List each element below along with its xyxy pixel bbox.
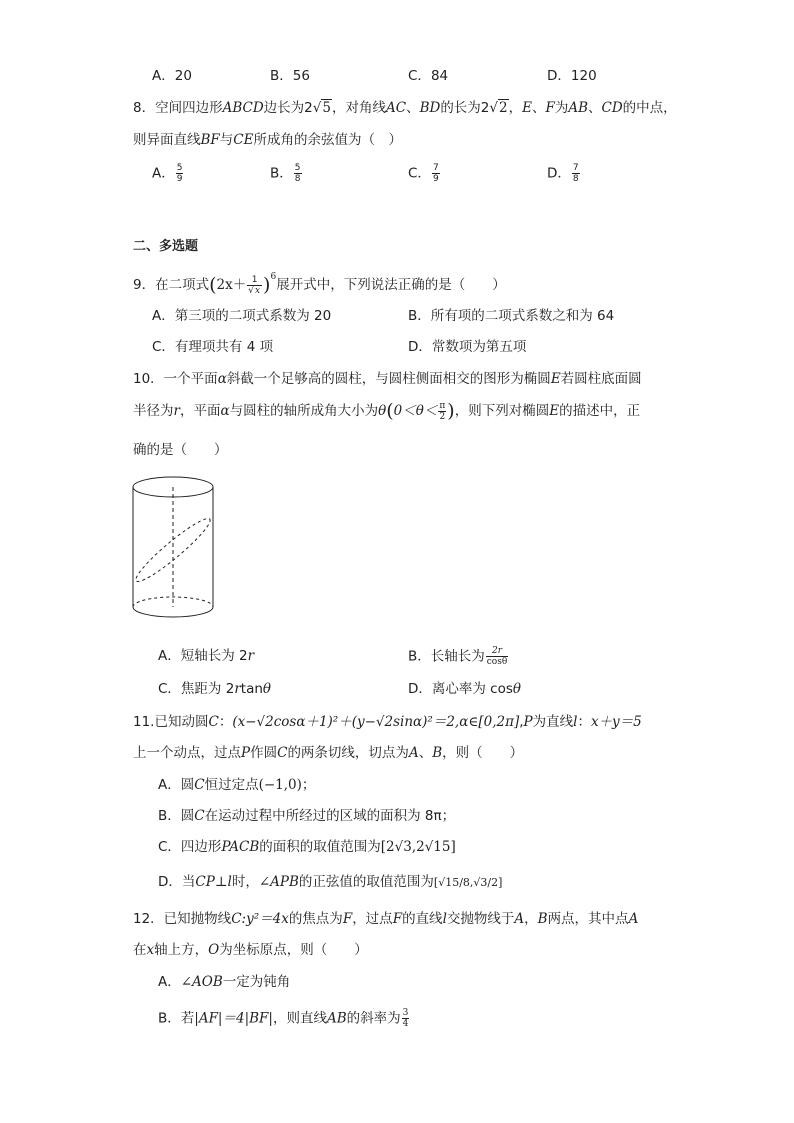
- q9-option-d: D．常数项为第五项: [408, 339, 527, 355]
- q11-stem-line1: 11.已知动圆C：(x−√2cosα＋1)²＋(y−√2sinα)²＝2,α∈[0,2π],P为直线l：x＋y＝5: [133, 714, 642, 730]
- q10-stem-line2: 半径为r，平面α与圆柱的轴所成角大小为θ(0＜θ＜ $\frac{\pi}{2}$ )，则下列对椭圆E的描述中，正: [133, 400, 641, 422]
- q12-option-b: B．若|AF|＝4|BF|，则直线AB的斜率为 $\frac{3}{4}$: [158, 1008, 409, 1029]
- q11-option-a: A．圆C恒过定点(−1,0)；: [158, 777, 316, 793]
- q12-stem-line1: 12．已知抛物线C:y²＝4x的焦点为F，过点F的直线l交抛物线于A，B两点，其中点A: [133, 911, 639, 927]
- q8-option-b: B． $\frac{5}{8}$: [270, 163, 301, 184]
- q10-option-a: A．短轴长为 2r: [158, 648, 255, 664]
- q10-option-b: B．长轴长为 $\frac{2r}{\cos\theta}$: [408, 646, 508, 667]
- q9-option-a: A．第三项的二项式系数为 20: [152, 308, 332, 324]
- q11-option-b: B．圆C在运动过程中所经过的区域的面积为 8π；: [158, 808, 456, 824]
- q8-stem-line1: 8．空间四边形ABCD边长为2√5，对角线AC、BD的长为2√2，E、F为AB、CD的中点，: [133, 100, 677, 116]
- q7-option-c: C．84: [408, 68, 449, 84]
- q7-option-d: D．120: [547, 68, 597, 84]
- q9-option-b: B．所有项的二项式系数之和为 64: [408, 308, 615, 324]
- q8-option-c: C． $\frac{7}{9}$: [408, 163, 439, 184]
- q10-stem-line1: 10．一个平面α斜截一个足够高的圆柱，与圆柱侧面相交的图形为椭圆E若圆柱底面圆: [133, 371, 642, 387]
- q12-stem-line2: 在x轴上方，O为坐标原点，则（ ）: [133, 942, 368, 958]
- cylinder-figure: [130, 474, 220, 620]
- q7-option-a: A．20: [152, 68, 192, 84]
- q12-option-a: A．∠AOB一定为钝角: [158, 974, 291, 990]
- section-heading-multi-choice: 二、多选题: [133, 239, 199, 254]
- q8-stem-line2: 则异面直线BF与CE所成角的余弦值为（ ）: [133, 132, 402, 148]
- q9-stem: 9．在二项式(2x＋ $\frac{1}{√x}$ )$^6$展开式中，下列说法正确的是（ ）: [133, 272, 506, 296]
- q10-stem-line3: 确的是（ ）: [133, 442, 228, 458]
- q7-option-b: B．56: [270, 68, 310, 84]
- q8-option-a: A． $\frac{5}{9}$: [152, 163, 183, 184]
- q9-option-c: C．有理项共有 4 项: [152, 339, 274, 355]
- q11-option-c: C．四边形PACB的面积的取值范围为[2√3,2√15]: [158, 839, 456, 855]
- q11-option-d: D．当CP⊥l时，∠APB的正弦值的取值范围为[√15/8,√3/2]: [158, 874, 503, 890]
- q11-stem-line2: 上一个动点，过点P作圆C的两条切线，切点为A、B，则（ ）: [133, 745, 524, 761]
- q10-option-d: D．离心率为 cosθ: [408, 681, 522, 697]
- q8-option-d: D． $\frac{7}{8}$: [547, 163, 579, 184]
- q10-option-c: C．焦距为 2rtanθ: [158, 681, 272, 697]
